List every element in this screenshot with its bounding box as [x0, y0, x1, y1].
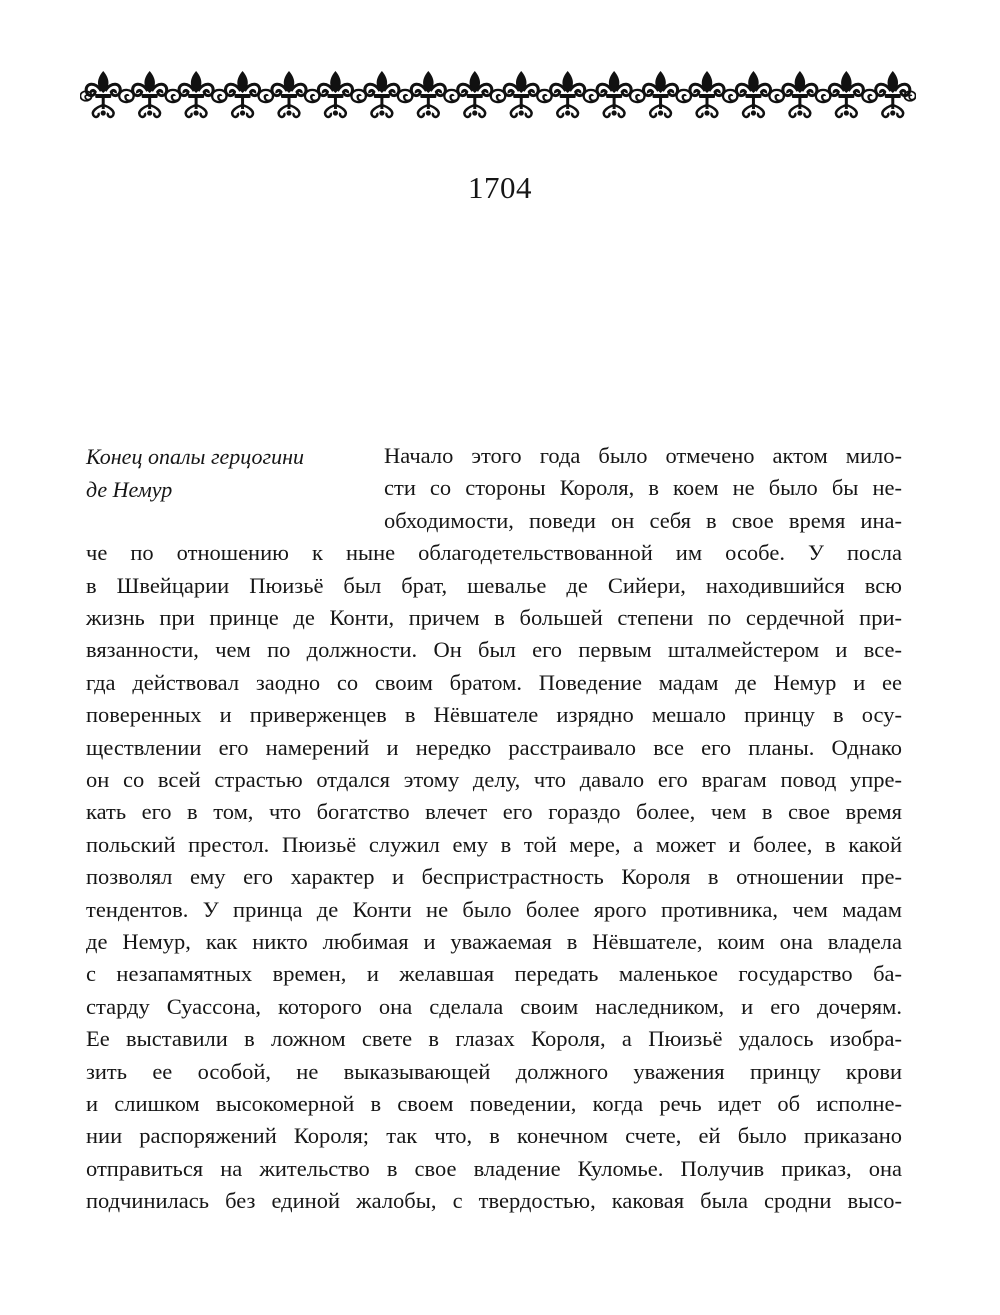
text-line: вязанности, чем по должности. Он был его первым шталмейстером и все-	[86, 637, 902, 663]
text-line: сти со стороны Короля, в коем не было бы не-	[384, 475, 902, 501]
text-line: зить ее особой, не выказывающей должного уважения принцу крови	[86, 1058, 902, 1084]
text-line: позволял ему его характер и беспристрастность Короля в отношении пре-	[86, 864, 902, 890]
text-line: гда действовал заодно со своим братом. Поведение мадам де Немур и ее	[86, 669, 902, 695]
text-line: Ее выставили в ложном свете в глазах Короля, а Пюизьё удалось изобра-	[86, 1026, 902, 1052]
text-line: нии распоряжений Короля; так что, в конечном счете, ей было приказано	[86, 1123, 902, 1149]
text-line: поверенных и приверженцев в Нёвшателе изрядно мешало принцу в осу-	[86, 702, 902, 728]
text-line: он со всей страстью отдался этому делу, что давало его врагам повод упре-	[86, 767, 902, 792]
text-line: кать его в том, что богатство влечет его гораздо более, чем в свое время	[86, 799, 902, 825]
margin-note-line: Конец опалы герцогини	[86, 444, 305, 469]
text-line: отправиться на жительство в свое владение Куломье. Получив приказ, она	[86, 1155, 902, 1181]
text-line: подчинилась без единой жалобы, с твердостью, каковая была сродни высо-	[86, 1188, 902, 1214]
text-line: в Швейцарии Пюизьё был брат, шевалье де Сийери, находившийся всю	[86, 572, 902, 598]
text-line: че по отношению к ныне облагодетельствованной им особе. У посла	[86, 540, 902, 566]
text-line: и слишком высокомерной в своем поведении, когда речь идет об исполне-	[86, 1091, 902, 1116]
chapter-year: 1704	[468, 170, 532, 205]
margin-note-line: де Немур	[86, 477, 173, 502]
text-line: де Немур, как никто любимая и уважаемая в Нёвшателе, коим она владела	[86, 929, 902, 954]
text-line: с незапамятных времен, и желавшая передать маленькое государство ба-	[86, 961, 902, 987]
margin-note	[86, 440, 366, 506]
text-line: Начало этого года было отмечено актом мило-	[384, 443, 902, 468]
text-line: старду Суассона, которого она сделала своим наследником, и его дочерям.	[86, 993, 902, 1019]
fleur-de-lis-border-icon	[80, 68, 916, 120]
text-line: ществлении его намерений и нередко расстраивало все его планы. Однако	[86, 734, 902, 760]
text-line: жизнь при принце де Конти, причем в большей степени по сердечной при-	[86, 605, 902, 630]
text-line: польский престол. Пюизьё служил ему в той мере, а может и более, в какой	[86, 831, 902, 857]
text-line: тендентов. У принца де Конти не было более ярого противника, чем мадам	[86, 896, 902, 922]
text-line: обходимости, поведи он себя в свое время ина-	[384, 507, 902, 533]
